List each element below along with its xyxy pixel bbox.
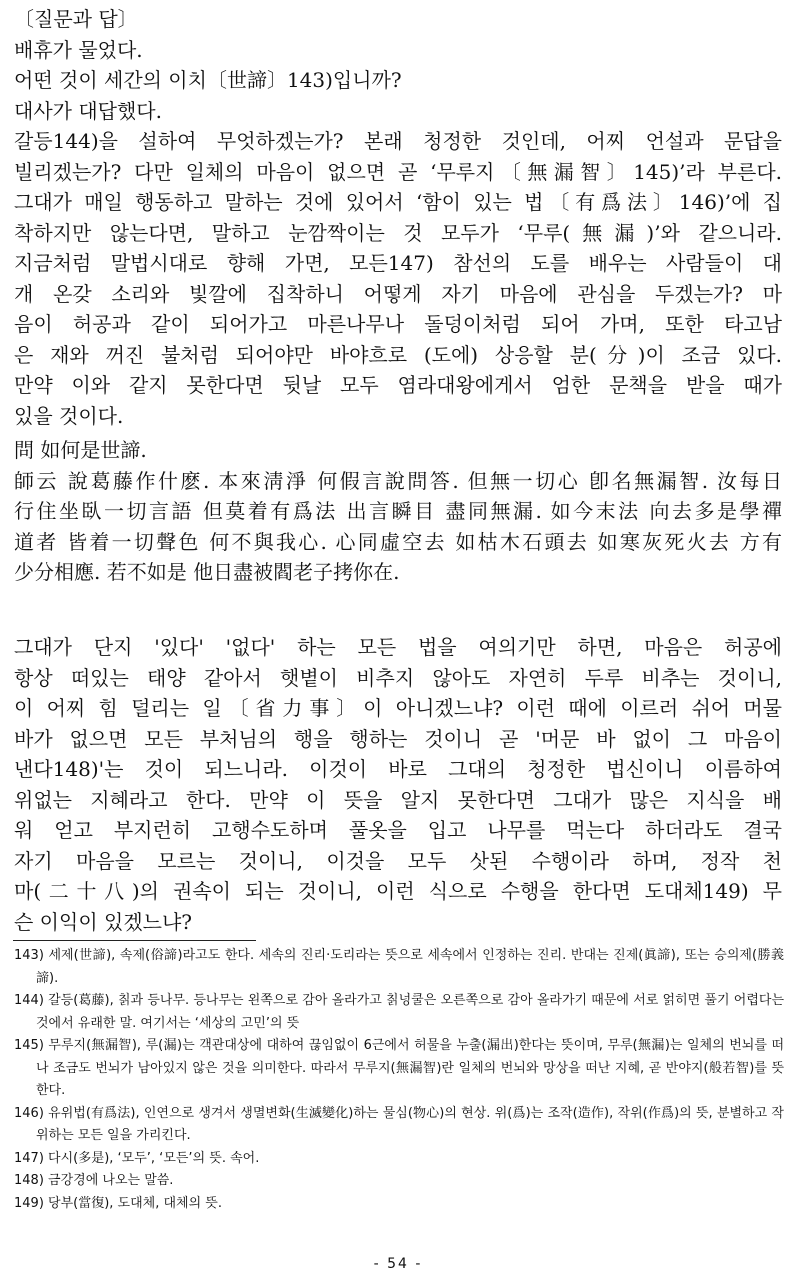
text-line: 〔질문과 답〕 [14,7,138,31]
footnote-text: 148) 금강경에 나오는 말씀. [14,1173,174,1188]
text-line: 師云 說葛藤作什麽. 本來淸淨 何假言說問答. 但無一切心 卽名無漏智. 汝每日 [14,468,782,493]
text-line: 지금처럼 말법시대로 향해 가면, 모든147) 참선의 도를 배우는 사람들이 대 [14,251,782,275]
text-line: 그대가 단지 '있다' '없다' 하는 모든 법을 여의기만 하면, 마음은 허공에 [14,635,782,659]
chinese-original-section [14,435,782,588]
text-line: 빌리겠는가? 다만 일체의 마음이 없으면 곧 ‘무루지〔無漏智〕145)’라 부른다. [14,159,782,184]
text-line: 워 얻고 부지런히 고행수도하며 풀옷을 입고 나무를 먹는다 하더라도 결국 [14,818,782,842]
footnote-text: 149) 당부(當復), 도대체, 대체의 뜻. [14,1195,222,1211]
text-line: 낸다148)'는 것이 되느니라. 이것이 바로 그대의 청정한 법신이니 이름하여 [14,757,782,781]
text-line: 슨 이익이 있겠느냐? [14,909,192,934]
footnote [14,1148,784,1171]
footnote [14,945,784,990]
footnote [14,1103,784,1148]
text-line: 行住坐臥一切言語 但莫着有爲法 出言瞬目 盡同無漏. 如今末法 向去多是學禪 [14,499,782,523]
text-line: 위없는 지혜라고 한다. 만약 이 뜻을 알지 못한다면 그대가 많은 지식을 배 [14,787,782,812]
text-line: 만약 이와 같지 못한다면 뒷날 모두 염라대왕에게서 엄한 문책을 받을 때가 [14,373,782,397]
text-line: 바가 없으면 모든 부처님의 행을 행하는 것이니 곧 '머문 바 없이 그 마음이 [14,726,782,751]
text-line: 마(二十八)의 권속이 되는 것이니, 이런 식으로 수행을 한다면 도대체149) 무 [14,879,782,903]
text-line: 갈등144)을 설하여 무엇하겠는가? 본래 청정한 것인데, 어찌 언설과 문답을 [14,129,782,153]
text-line: 道者 皆着一切聲色 何不與我心. 心同虛空去 如枯木石頭去 如寒灰死火去 方有 [14,529,782,554]
footnote-text: 144) 갈등(葛藤), 칡과 등나무. 등나무는 왼쪽으로 감아 올라가고 칡넝쿨은 오른쪽으로 감아 올라가기 때문에 서로 얽히면 풀기 어렵다는 것에서 유래한 말. 여기서는 ‘세상의 고민’의 뜻 [14,993,784,1031]
footnote-text: 145) 무루지(無漏智), 루(漏)는 객관대상에 대하여 끊임없이 6근에서 허물을 누출(漏出)한다는 뜻이며, 무루(無漏)는 일체의 번뇌를 떠나 조금도 번뇌가 남아있지 않은 것을 의미한다. 따라서 무루지(無漏智)란 일체의 번뇌와 망상을 떠난 지혜, 곧 반야지(般若智)를 뜻한다. [14,1038,784,1098]
text-line: 어떤 것이 세간의 이치〔世諦〕143)입니까? [14,68,402,92]
text-line: 음이 허공과 같이 되어가고 마른나무나 돌덩이처럼 되어 가며, 또한 타고남 [14,312,782,336]
footnote-text: 143) 세제(世諦), 속제(俗諦)라고도 한다. 세속의 진리·도리라는 뜻으로 세속에서 인정하는 진리. 반대는 진제(眞諦), 또는 승의제(勝義諦). [14,948,784,986]
text-line: 배휴가 물었다. [14,37,143,62]
text-line: 少分相應. 若不如是 他日盡被閻老子拷你在. [14,560,400,584]
footnote [14,1170,784,1193]
text-line: 은 재와 꺼진 불처럼 되어야만 바야흐로 (도에) 상응할 분(分)이 조금 있다. [14,342,782,367]
text-line: 착하지만 않는다면, 말하고 눈깜짝이는 것 모두가 ‘무루(無漏)’와 같으니라. [14,220,782,245]
footnote-divider [13,940,256,941]
korean-intro-section [14,4,782,431]
text-line: 그대가 매일 행동하고 말하는 것에 있어서 ‘함이 있는 법〔有爲法〕146)’에 집 [14,190,782,214]
footnote [14,1035,784,1103]
text-line: 대사가 대답했다. [14,98,162,123]
page-number: - 54 - [373,1256,423,1272]
text-line: 개 온갖 소리와 빛깔에 집착하니 어떻게 자기 마음에 관심을 두겠는가? 마 [14,281,782,306]
footnote [14,990,784,1035]
text-line: 자기 마음을 모르는 것이니, 이것을 모두 삿된 수행이라 하며, 정작 천 [14,848,782,873]
footnotes [14,945,784,1215]
korean-main-section [14,632,782,937]
text-line: 항상 떠있는 태양 같아서 햇볕이 비추지 않아도 자연히 두루 비추는 것이니, [14,665,782,690]
text-line: 이 어찌 힘 덜리는 일〔省力事〕이 아니겠느냐? 이런 때에 이르러 쉬어 머물 [14,696,782,720]
text-line: 問 如何是世諦. [14,438,147,462]
footnote [14,1193,784,1216]
footnote-text: 146) 유위법(有爲法), 인연으로 생겨서 생멸변화(生滅變化)하는 물심(物心)의 현상. 위(爲)는 조작(造作), 작위(作爲)의 뜻, 분별하고 작위하는 모든 일을 가리킨다. [14,1105,784,1143]
footnote-text: 147) 다시(多是), ‘모두’, ‘모든’의 뜻. 속어. [14,1150,260,1166]
text-line: 있을 것이다. [14,403,124,428]
